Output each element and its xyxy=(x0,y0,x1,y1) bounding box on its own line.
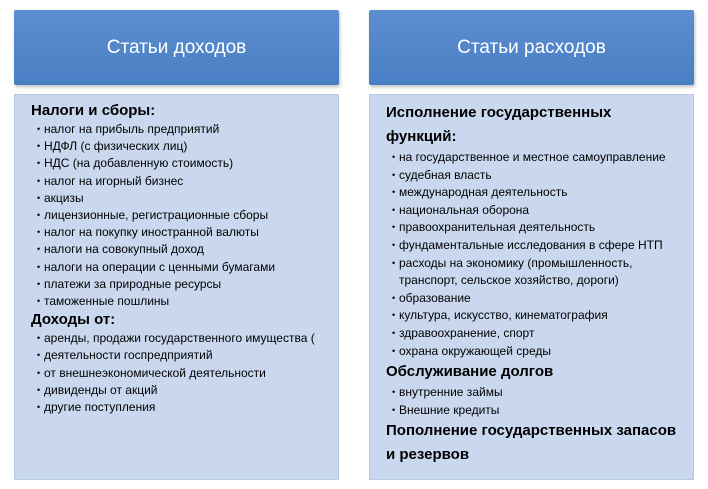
income-section-taxes-heading: Налоги и сборы: xyxy=(31,102,156,119)
expenses-header xyxy=(369,10,694,85)
expenses-section-debt-heading: Обслуживание долгов xyxy=(386,363,554,381)
list-item: • НДФЛ (с физических лиц) xyxy=(39,138,328,155)
list-item: • фундаментальные исследования в сфере НТП xyxy=(394,237,685,255)
income-panel xyxy=(14,94,339,480)
list-item: • образование xyxy=(394,290,685,308)
list-item: • национальная оборона xyxy=(394,202,685,220)
list-item: • культура, искусство, кинематография xyxy=(394,307,685,325)
list-item: • лицензионные, регистрационные сборы xyxy=(39,207,328,224)
list-item: • дивиденды от акций xyxy=(39,382,328,399)
list-item: • таможенные пошлины xyxy=(39,293,328,310)
list-item: • внутренние займы xyxy=(394,384,685,402)
income-title: Статьи доходов xyxy=(106,36,247,58)
list-item: • на государственное и местное самоуправление xyxy=(394,149,685,167)
list-item: • деятельности госпредприятий xyxy=(39,347,328,364)
list-item: • другие поступления xyxy=(39,399,328,416)
list-item: • правоохранительная деятельность xyxy=(394,219,685,237)
list-item: • налог на игорный бизнес xyxy=(39,173,328,190)
list-item: • судебная власть xyxy=(394,167,685,185)
list-item: • налоги на совокупный доход xyxy=(39,241,328,258)
list-item: • налог на прибыль предприятий xyxy=(39,121,328,138)
list-item: • налог на покупку иностранной валюты xyxy=(39,224,328,241)
expenses-section-reserves-heading: Пополнение государственных запасов и резервов xyxy=(386,422,677,464)
income-section-revenue-heading: Доходы от: xyxy=(31,311,116,329)
expenses-debt-list xyxy=(386,384,685,419)
list-item: • расходы на экономику (промышленность, транспорт, сельское хозяйство, дороги) xyxy=(394,255,685,290)
income-header xyxy=(14,10,339,85)
list-item: • Внешние кредиты xyxy=(394,402,685,420)
expenses-functions-list xyxy=(386,149,685,360)
income-revenue-list xyxy=(31,330,328,416)
list-item: • аренды, продажи государственного имущества ( xyxy=(39,330,328,347)
list-item: • НДС (на добавленную стоимость) xyxy=(39,155,328,172)
expenses-section-functions-heading: Исполнение государственных функций: xyxy=(386,104,612,145)
list-item: • здравоохранение, спорт xyxy=(394,325,685,343)
list-item: • налоги на операции с ценными бумагами xyxy=(39,259,328,276)
expenses-panel xyxy=(369,94,694,480)
list-item: • от внешнеэкономической деятельности xyxy=(39,365,328,382)
expenses-title: Статьи расходов xyxy=(457,36,606,58)
list-item: • платежи за природные ресурсы xyxy=(39,276,328,293)
list-item: • акцизы xyxy=(39,190,328,207)
list-item: • международная деятельность xyxy=(394,184,685,202)
income-taxes-list xyxy=(31,121,328,310)
list-item: • охрана окружающей среды xyxy=(394,343,685,361)
